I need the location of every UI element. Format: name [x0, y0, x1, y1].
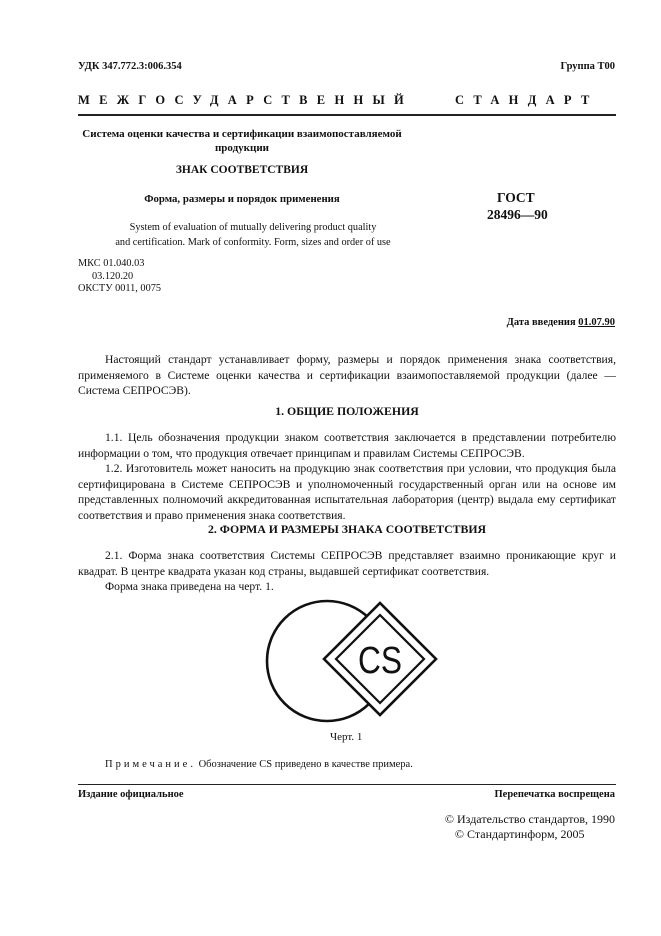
banner-standard: СТАНДАРТ — [455, 93, 599, 107]
paragraph-1-2: 1.2. Изготовитель может наносить на продукцию знак соответствия при условии, что продукция была сертифицирована в Системе СЕПРОСЭВ и уполномоченный государственный орган или на основе им представленных полномочий аккредитованная испытательная лаборатория (центр) выдала ему сертификат соответствия и право применения знака соответствия. — [78, 462, 616, 522]
intro-date — [507, 317, 615, 328]
banner-interstate: МЕЖГОСУДАРСТВЕННЫЙ — [78, 93, 414, 107]
section-2-title: 2. ФОРМА И РАЗМЕРЫ ЗНАКА СООТВЕТСТВИЯ — [207, 522, 487, 536]
note — [105, 759, 413, 770]
gost-designation — [487, 189, 548, 223]
english-title-line2: and certification. Mark of conformity. Form, sizes and order of use — [115, 237, 391, 248]
conformity-mark-figure — [255, 596, 445, 726]
intro-paragraph: Настоящий стандарт устанавливает форму, размеры и порядок применения знака соответствия, применяемого в Системе оценки качества и сертификации взаимопоставляемой продукции (далее — Система СЕПРОСЭВ). — [78, 353, 616, 398]
footer-official-edition: Издание официальное — [78, 789, 184, 800]
mks-code-2: 03.120.20 — [92, 270, 134, 282]
okstu-code: ОКСТУ 0011, 0075 — [78, 283, 162, 294]
copyright-block — [445, 812, 615, 842]
gost-label: ГОСТ — [497, 190, 535, 205]
english-title — [78, 220, 428, 250]
figure-caption: Черт. 1 — [330, 731, 363, 743]
intro-date-label: Дата введения — [506, 317, 576, 328]
gost-number: 28496—90 — [487, 207, 548, 222]
footer-rule — [78, 784, 616, 785]
system-title — [78, 127, 406, 155]
paragraph-1-1: 1.1. Цель обозначения продукции знаком соответствия заключается в представлении потребителю информации о том, что продукция отвечает принципам и правилам Системы СЕПРОСЭВ. — [78, 431, 616, 460]
system-title-line2: продукции — [214, 142, 270, 154]
footer-reprint-prohibited: Перепечатка воспрещена — [494, 789, 615, 800]
paragraph-2-1b: Форма знака приведена на черт. 1. — [105, 580, 274, 593]
standard-title: ЗНАК СООТВЕТСТВИЯ — [175, 164, 309, 176]
udk-code: УДК 347.772.3:006.354 — [78, 61, 182, 72]
group-code: Группа Т00 — [560, 61, 615, 72]
intro-date-value: 01.07.90 — [578, 317, 615, 328]
paragraph-2-1: 2.1. Форма знака соответствия Системы СЕПРОСЭВ представляет взаимно проникающие круг и квадрат. В центре квадрата указан код страны, выдавшей сертификат соответствия. — [78, 549, 616, 578]
note-text: Обозначение CS приведено в качестве примера. — [198, 759, 413, 770]
system-title-line1: Система оценки качества и сертификации взаимопоставляемой — [82, 128, 402, 140]
standard-subtitle: Форма, размеры и порядок применения — [144, 193, 340, 205]
mark-country-code: CS — [358, 640, 402, 682]
classification-codes — [78, 258, 161, 296]
copyright-2005: © Стандартинформ, 2005 — [454, 827, 585, 841]
english-title-line1: System of evaluation of mutually delivering product quality — [129, 222, 377, 233]
header-rule — [78, 114, 616, 116]
section-1-title: 1. ОБЩИЕ ПОЛОЖЕНИЯ — [275, 404, 419, 418]
copyright-1990: © Издательство стандартов, 1990 — [444, 812, 615, 826]
mks-code: МКС 01.040.03 — [78, 258, 145, 269]
note-label: Примечание. — [105, 759, 196, 770]
